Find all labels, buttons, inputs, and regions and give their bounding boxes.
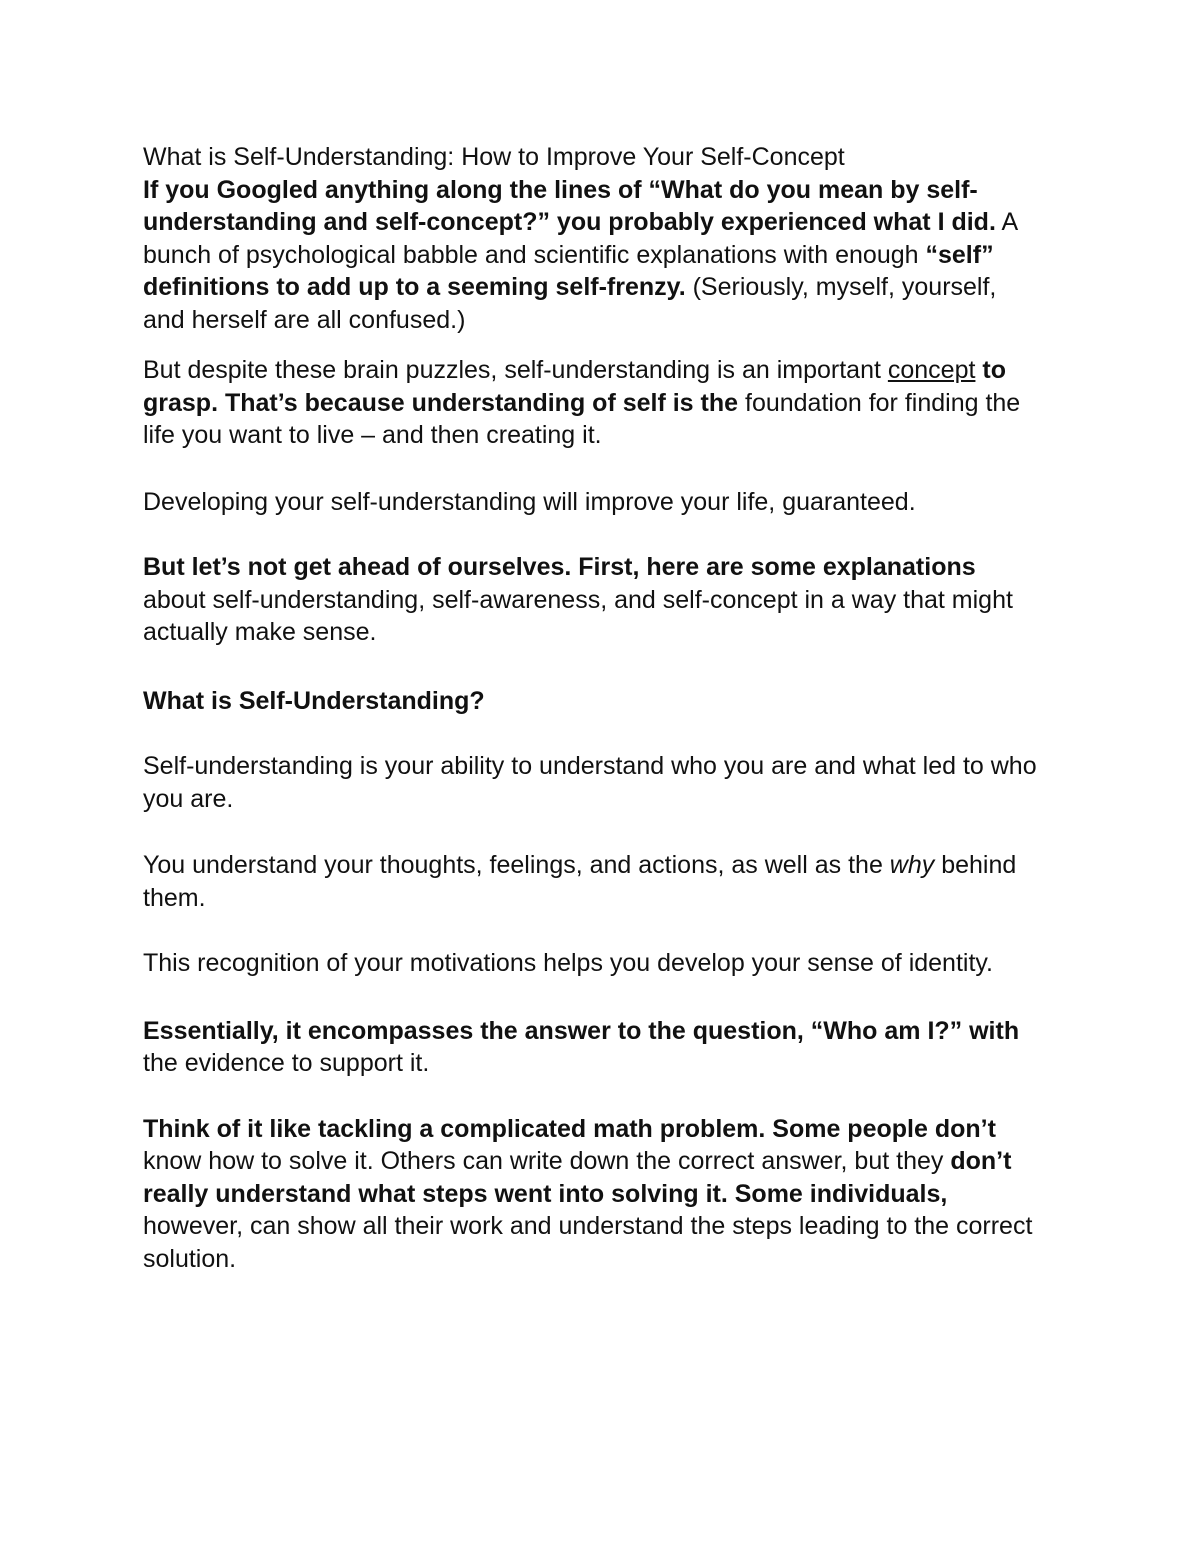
- despite-text-2: to grasp. That’s because understanding of self is the: [143, 356, 1006, 417]
- despite-text-3: foundation for finding the life you want to live – and then creating it.: [143, 388, 1021, 449]
- math-text-4: however, can show all their work and understand the steps leading to the correct solution.: [143, 1212, 1033, 1273]
- section-heading: [143, 685, 1043, 718]
- definition-paragraph: [143, 750, 1043, 815]
- thoughts-text-2: behind them.: [143, 851, 1017, 912]
- despite-text-1: But despite these brain puzzles, self-understanding is an important: [143, 356, 888, 384]
- document-title: [143, 141, 1043, 174]
- intro-text-2: A bunch of psychological babble and scientific explanations with enough: [143, 208, 1017, 269]
- definition-text: Self-understanding is your ability to understand who you are and what led to who you are.: [143, 752, 1037, 813]
- math-text-1: Think of it like tackling a complicated math problem. Some people don’t: [143, 1114, 996, 1143]
- concept-link[interactable]: concept: [887, 356, 976, 384]
- math-paragraph: [143, 1113, 1043, 1276]
- title-text: What is Self-Understanding: How to Improve Your Self-Concept: [143, 143, 845, 171]
- why-emphasis: why: [889, 851, 935, 879]
- ahead-text-1: But let’s not get ahead of ourselves. First, here are some explanations: [143, 553, 976, 581]
- intro-text-4: (Seriously, myself, yourself, and herself are all confused.): [143, 273, 997, 334]
- intro-text-3: “self” definitions to add up to a seeming self-frenzy.: [143, 240, 994, 301]
- essentially-text-2: the evidence to support it.: [143, 1049, 430, 1077]
- document-body: [143, 141, 1043, 1275]
- ahead-paragraph: [143, 551, 1043, 649]
- recognition-text: This recognition of your motivations helps you develop your sense of identity.: [143, 949, 993, 977]
- thoughts-text-1: You understand your thoughts, feelings, and actions, as well as the: [143, 851, 890, 879]
- section-heading-text: What is Self-Understanding?: [143, 686, 485, 715]
- thoughts-paragraph: [143, 849, 1043, 914]
- essentially-paragraph: [143, 1015, 1043, 1080]
- math-text-2: know how to solve it. Others can write down the correct answer, but they: [143, 1147, 951, 1175]
- intro-paragraph: [143, 174, 1043, 337]
- ahead-text-2: about self-understanding, self-awareness, and self-concept in a way that might actually make sense.: [143, 585, 1013, 646]
- developing-text: Developing your self-understanding will improve your life, guaranteed.: [143, 487, 916, 516]
- intro-text-1: If you Googled anything along the lines of “What do you mean by self-understanding and self-concept?” you probably experienced what I did.: [143, 175, 996, 236]
- developing-paragraph: [143, 486, 1043, 519]
- recognition-paragraph: [143, 947, 1043, 980]
- despite-paragraph: [143, 354, 1043, 452]
- essentially-text-1: Essentially, it encompasses the answer to the question, “Who am I?” with: [143, 1016, 1020, 1045]
- math-text-3: don’t really understand what steps went into solving it. Some individuals,: [143, 1147, 1012, 1208]
